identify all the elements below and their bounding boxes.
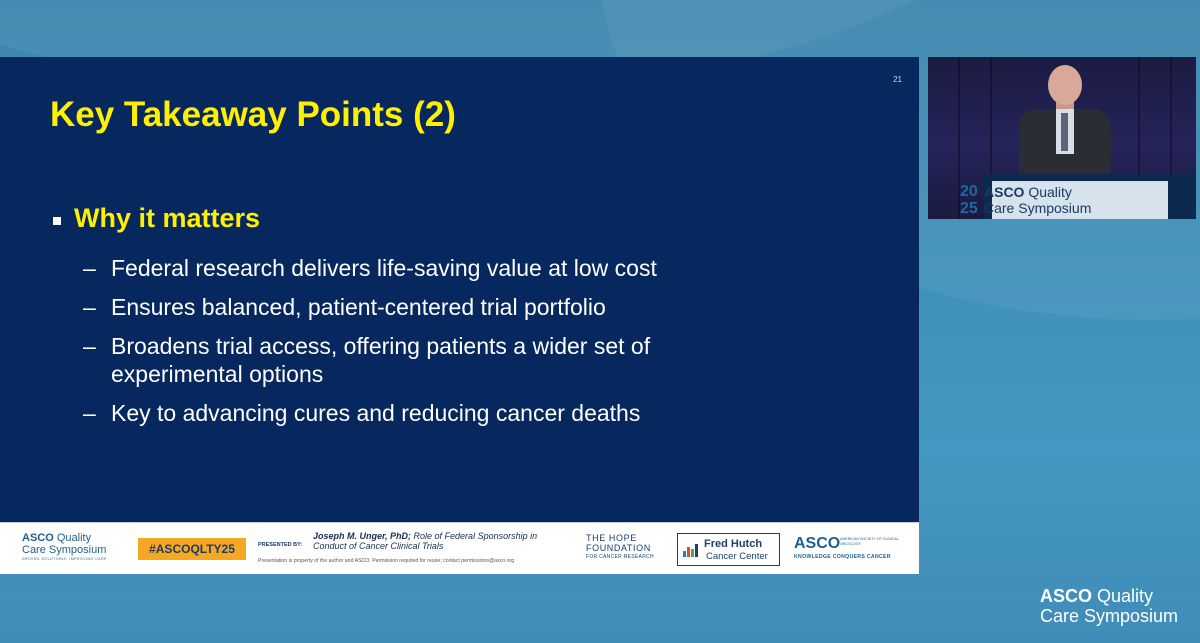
hashtag-badge: #ASCOQLTY25	[138, 538, 246, 560]
speaker-video: 20 25 ASCO Quality Care Symposium	[928, 57, 1196, 219]
asco-quality-logo: ASCO Quality Care Symposium DRIVING SOLUTIONS, IMPROVING CARE	[22, 532, 107, 561]
fred-hutch-logo: Fred Hutch Cancer Center	[677, 533, 780, 566]
fred-hutch-mark-icon	[683, 543, 699, 557]
sub-bullet-text: Broadens trial access, offering patients a wider set of experimental options	[111, 333, 651, 387]
slide-footer: ASCO Quality Care Symposium DRIVING SOLUTIONS, IMPROVING CARE #ASCOQLTY25 PRESENTED BY: Joseph M. Unger, PhD; Role of Federal Sponsorship in Conduct of Cancer Clinical Trials Presentation is property of the author and ASCO. Permission required for reuse; contact permissions@asco.org THE HOPE FOUNDATION FOR CANCER RESEARCH Fred Hutch Cancer Center ASCO AMERICAN SOCIETY OF CLINICAL ONCOLOGY KNOWLEDGE CONQUERS CANCER	[0, 522, 919, 574]
dash-icon: –	[83, 333, 96, 359]
dash-icon: –	[83, 255, 96, 281]
presentation-slide	[0, 57, 919, 573]
list-item	[83, 293, 803, 321]
slide-number: 21	[893, 75, 902, 84]
dash-icon: –	[83, 294, 96, 320]
sub-bullet-list	[83, 254, 803, 438]
bullet-square-icon	[53, 217, 61, 225]
slide-title: Key Takeaway Points (2)	[50, 95, 456, 134]
presenter-name: Joseph M. Unger, PhD;	[313, 531, 412, 541]
permission-note: Presentation is property of the author and ASCO. Permission required for reuse; contact permissions@asco.org	[258, 558, 515, 564]
sub-bullet-text: Federal research delivers life-saving value at low cost	[111, 255, 657, 281]
asco-quality-brand-logo: ASCO Quality Care Symposium	[1040, 586, 1179, 626]
sub-bullet-text: Ensures balanced, patient-centered trial portfolio	[111, 294, 606, 320]
podium-year: 20 25	[960, 183, 978, 217]
list-item	[83, 254, 803, 282]
list-item	[83, 332, 761, 388]
presenter-info	[313, 531, 563, 551]
bullet-heading: Why it matters	[74, 203, 261, 233]
hope-foundation-logo: THE HOPE FOUNDATION FOR CANCER RESEARCH	[586, 533, 654, 560]
presentation-title: Role of Federal Sponsorship in Conduct of Cancer Clinical Trials	[313, 531, 538, 551]
dash-icon: –	[83, 400, 96, 426]
sub-bullet-text: Key to advancing cures and reducing cancer deaths	[111, 400, 641, 426]
list-item	[83, 399, 803, 427]
speaker-head	[1048, 65, 1082, 105]
presented-by-label: PRESENTED BY:	[258, 542, 303, 548]
